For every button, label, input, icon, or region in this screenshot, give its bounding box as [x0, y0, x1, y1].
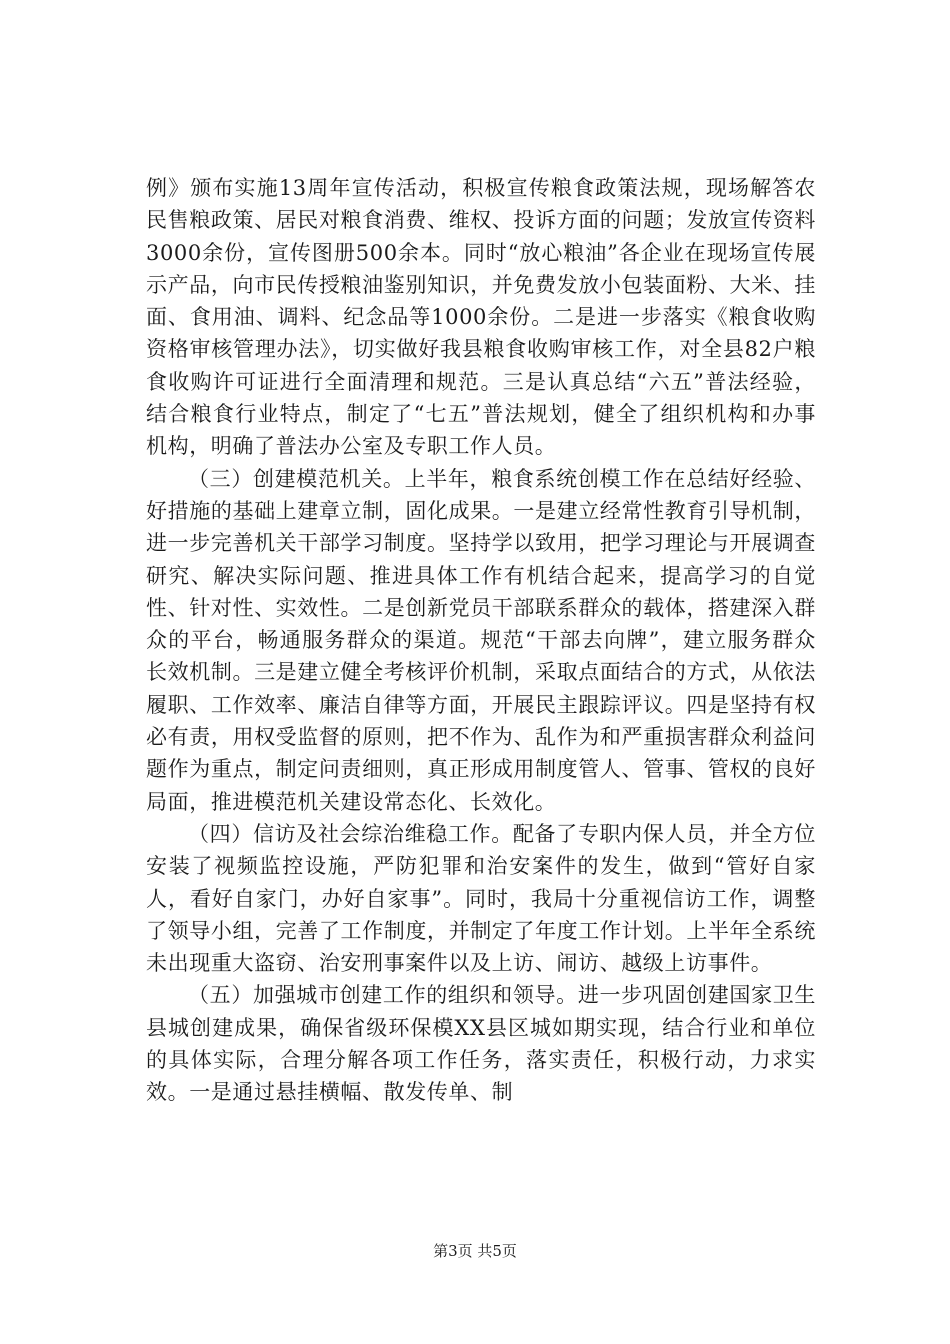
paragraph-section-3: （三）创建模范机关。上半年，粮食系统创模工作在总结好经验、好措施的基础上建章立制，固化成果。一是建立经常性教育引导机制，进一步完善机关干部学习制度。坚持学以致用，把学习理论与开展调查研究、解决实际问题、推进具体工作有机结合起来，提高学习的自觉性、针对性、实效性。二是创新党员干部联系群众的载体，搭建深入群众的平台，畅通服务群众的渠道。规范“干部去向牌”，建立服务群众长效机制。三是建立健全考核评价机制，采取点面结合的方式，从依法履职、工作效率、廉洁自律等方面，开展民主跟踪评议。四是坚持有权必有责，用权受监督的原则，把不作为、乱作为和严重损害群众利益问题作为重点，制定问责细则，真正形成用制度管人、管事、管权的良好局面，推进模范机关建设常态化、长效化。	[146, 466, 816, 814]
page-footer: 第3页 共5页	[433, 1242, 517, 1260]
paragraph-continuation: 例》颁布实施13周年宣传活动，积极宣传粮食政策法规，现场解答农民售粮政策、居民对粮食消费、维权、投诉方面的问题；发放宣传资料3000余份，宣传图册500余本。同时“放心粮油”各企业在现场宣传展示产品，向市民传授粮油鉴别知识，并免费发放小包装面粉、大米、挂面、食用油、调料、纪念品等1000余份。二是进一步落实《粮食收购资格审核管理办法》，切实做好我县粮食收购审核工作，对全县82户粮食收购许可证进行全面清理和规范。三是认真总结“六五”普法经验，结合粮食行业特点，制定了“七五”普法规划，健全了组织机构和办事机构，明确了普法办公室及专职工作人员。	[146, 176, 816, 459]
paragraph-section-5: （五）加强城市创建工作的组织和领导。进一步巩固创建国家卫生县城创建成果，确保省级环保模XX县区城如期实现，结合行业和单位的具体实际，合理分解各项工作任务，落实责任，积极行动，力求实效。一是通过悬挂横幅、散发传单、制	[146, 983, 816, 1105]
document-body	[146, 172, 816, 1109]
paragraph-section-4: （四）信访及社会综治维稳工作。配备了专职内保人员，并全方位安装了视频监控设施，严防犯罪和治安案件的发生，做到“管好自家人，看好自家门，办好自家事”。同时，我局十分重视信访工作，调整了领导小组，完善了工作制度，并制定了年度工作计划。上半年全系统未出现重大盗窃、治安刑事案件以及上访、闹访、越级上访事件。	[146, 821, 816, 976]
